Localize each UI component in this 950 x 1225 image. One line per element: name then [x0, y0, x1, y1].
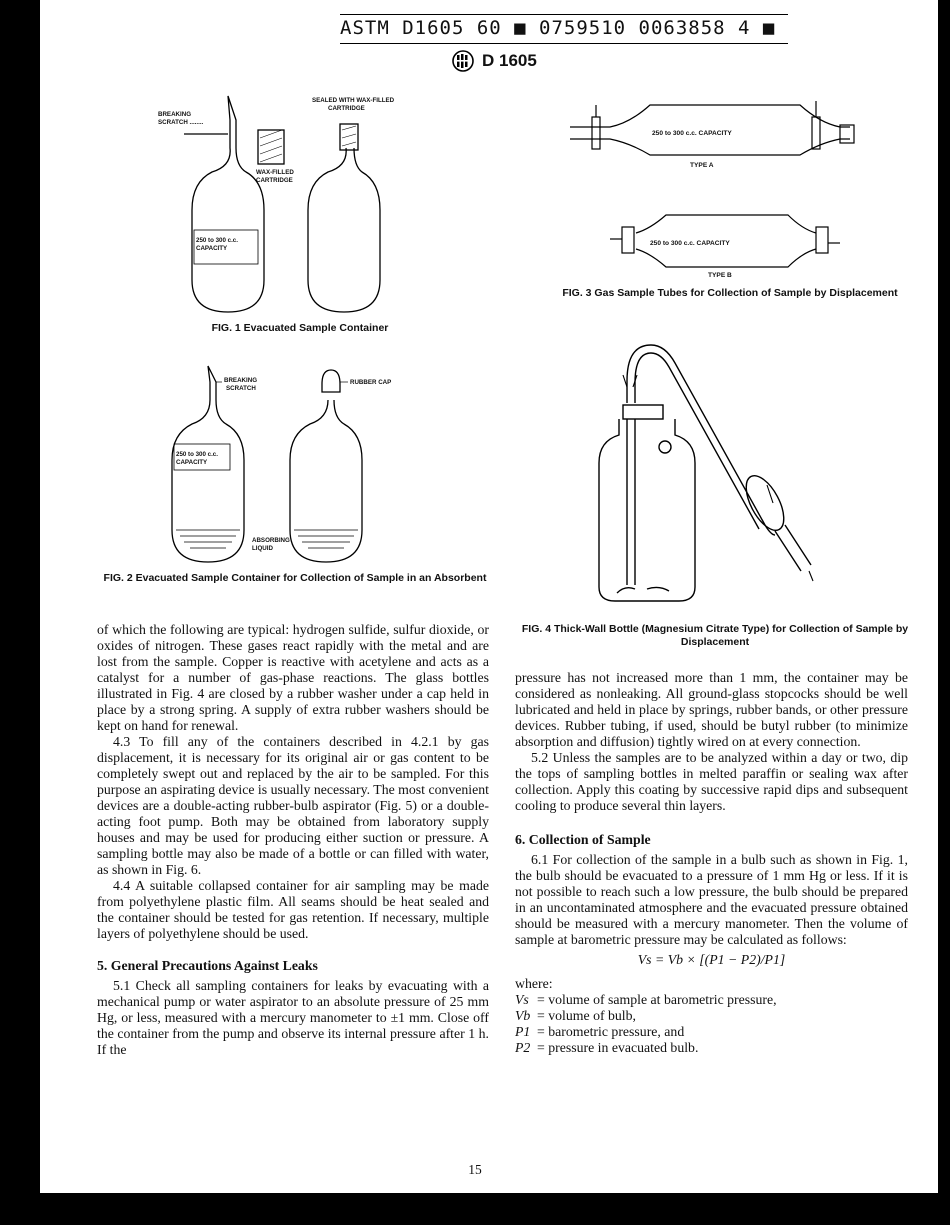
fig3-type-a-label: TYPE A — [690, 162, 714, 169]
figure-4-drawing — [515, 335, 915, 620]
figure-2 — [100, 360, 490, 608]
figure-1 — [150, 90, 450, 345]
fig2-absorbing-label: ABSORBING — [252, 537, 290, 544]
fig1-cartridge-label: CARTRIDGE — [328, 105, 365, 112]
fig2-capacity-label-2: CAPACITY — [176, 459, 208, 466]
section-6-heading: 6. Collection of Sample — [515, 832, 651, 847]
left-paragraph-1: of which the following are typical: hydrogen sulfide, sulfur dioxide, or oxides of nitrogen. These gases react rapidly with the metal and are lost from the sample. Copper is reactive with acetylene and acts as a catalyst for a number of gas-phase reactions. The glass bottles illustrated in Fig. 4 are closed by a rubber washer under a cap held in place by a strong spring. A supply of extra rubber washers should be kept on hand for renewal. — [97, 622, 489, 733]
figure-2-caption: FIG. 2 Evacuated Sample Container for Collection of Sample in an Absorbent — [103, 572, 487, 584]
fig2-liquid-label: LIQUID — [252, 545, 273, 552]
fig2-breaking-label: BREAKING — [224, 377, 258, 384]
section-5-heading: 5. General Precautions Against Leaks — [97, 958, 318, 973]
designation-heading — [452, 50, 537, 72]
definition-row: P1 = barometric pressure, and — [515, 1024, 685, 1039]
figure-3-drawing — [540, 95, 920, 279]
fig2-capacity-label: 250 to 300 c.c. — [176, 451, 218, 458]
left-paragraph-4-3: 4.3 To fill any of the containers described in 4.2.1 by gas displacement, it is necessary for its original air or gas content to be completely swept out and replaced by the air to be sampled. For this purpose an aspirating device is usually necessary. The most convenient devices are a double-acting rubber-bulb aspirator (Fig. 5) or a double-acting foot pump. Both may be obtained from laboratory supply houses and may be used for producing either suction or pressure. A sampling bottle may also be made of a bottle or can filled with water, as shown in Fig. 6. — [97, 734, 489, 877]
where-label: where: — [515, 976, 553, 991]
left-paragraph-5-1: 5.1 Check all sampling containers for leaks by evacuating with a mechanical pump or water aspirator to an absolute pressure of 25 mm Hg, or less, measured with a mercury manometer to ±1 mm. Close off the container from the pump and observe its internal pressure after 1 h. If the — [97, 978, 489, 1057]
definition-row: Vs = volume of sample at barometric pressure, — [515, 992, 777, 1007]
fig1-sealed-label: SEALED WITH WAX-FILLED — [312, 97, 395, 104]
right-paragraph-6-1: 6.1 For collection of the sample in a bulb such as shown in Fig. 1, the bulb should be evacuated to a pressure of 1 mm Hg or less. If it is not possible to reach such a low pressure, the bulb should be prepared in an uncontaminated atmosphere and the evacuated pressure obtained should be measured with a mercury manometer. Then the volume of sample at barometric pressure may be calculated as follows: — [515, 852, 908, 947]
left-paragraph-4-4: 4.4 A suitable collapsed container for air sampling may be made from polyethylene plastic film. All seams should be heat sealed and the container should be tested for gas retention. If necessary, multiple layers of polyethylene should be used. — [97, 878, 489, 941]
astm-logo-icon — [452, 50, 474, 72]
fig2-scratch-label: SCRATCH — [226, 385, 256, 392]
scan-border-right — [938, 0, 950, 1225]
fig1-wax-label-2: CARTRIDGE — [256, 177, 293, 184]
fig3-capacity-a-label: 250 to 300 c.c. CAPACITY — [652, 130, 732, 137]
figure-3 — [540, 95, 920, 315]
fig1-capacity-label: 250 to 300 c.c. — [196, 237, 238, 244]
right-text-column — [515, 670, 908, 1056]
figure-3-caption: FIG. 3 Gas Sample Tubes for Collection of Sample by Displacement — [562, 287, 898, 299]
figure-4 — [515, 335, 915, 650]
fig1-scratch-label: SCRATCH ........ — [158, 119, 204, 126]
fig3-capacity-b-label: 250 to 300 c.c. CAPACITY — [650, 240, 730, 247]
designation-text: D 1605 — [482, 51, 537, 70]
fig2-rubber-cap-label: RUBBER CAP — [350, 379, 392, 386]
volume-equation: Vs = Vb × [(P1 − P2)/P1] — [637, 952, 786, 967]
definition-row: P2 = pressure in evacuated bulb. — [515, 1040, 699, 1055]
document-code: ASTM D1605 60 ■ 0759510 0063858 4 ■ — [340, 14, 788, 44]
figure-1-caption: FIG. 1 Evacuated Sample Container — [211, 322, 389, 334]
definition-row: Vb = volume of bulb, — [515, 1008, 636, 1023]
fig1-wax-label: WAX-FILLED — [256, 169, 294, 176]
right-paragraph-1: pressure has not increased more than 1 mm, the container may be considered as nonleaking. All ground-glass stopcocks should be well lubricated and held in place by springs, rubber bands, or other pressure devices. Rubber tubing, if used, should be butyl rubber (to minimize absorption and diffusion) tightly wired on at every connection. — [515, 670, 908, 749]
fig1-capacity-label-2: CAPACITY — [196, 245, 228, 252]
figure-2-drawing — [100, 360, 490, 572]
right-paragraph-5-2: 5.2 Unless the samples are to be analyzed within a day or two, dip the tops of sampling bottles in melted paraffin or sealing wax after collection. Apply this coating by successive rapid dips and subsequent cooling to produce several thin layers. — [515, 750, 908, 813]
fig1-breaking-label: BREAKING — [158, 111, 192, 118]
left-text-column — [97, 622, 489, 1058]
figure-4-caption: FIG. 4 Thick-Wall Bottle (Magnesium Citrate Type) for Collection of Sample by Displacement — [521, 623, 909, 648]
scan-border-left — [0, 0, 40, 1225]
fig3-type-b-label: TYPE B — [708, 272, 732, 279]
page-number: 15 — [468, 1162, 482, 1177]
scan-border-bottom — [0, 1193, 950, 1225]
figure-1-drawing — [150, 90, 450, 320]
